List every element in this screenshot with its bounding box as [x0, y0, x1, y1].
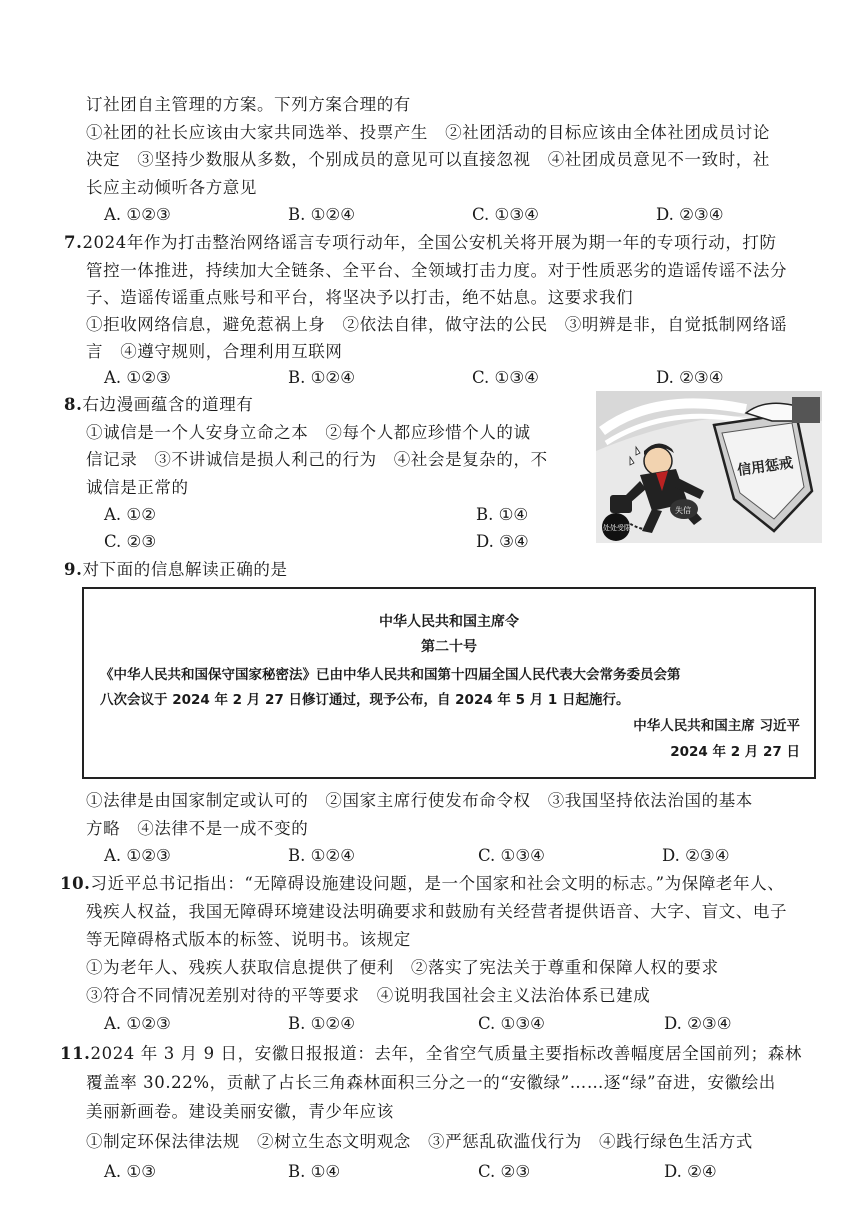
- q11-stem-line: 覆盖率 30.22%，贡献了占长三角森林面积三分之一的“安徽绿”……逐“绿”奋进，安徽绘出: [86, 1073, 776, 1092]
- q9-statement-line: ①法律是由国家制定或认可的 ②国家主席行使发布命令权 ③我国坚持依法治国的基本: [86, 791, 753, 810]
- q7-option-a[interactable]: A. ①②③: [104, 368, 171, 387]
- q7-option-d[interactable]: D. ②③④: [656, 368, 724, 387]
- q11-option-a[interactable]: A. ①③: [104, 1162, 156, 1181]
- q9-option-a[interactable]: A. ①②③: [104, 846, 171, 865]
- q8-option-c[interactable]: C. ②③: [104, 532, 157, 551]
- question-number: 9.: [64, 560, 83, 579]
- notice-body-line: 八次会议于 2024 年 2 月 27 日修订通过，现予公布，自 2024 年 5 月 1 日起施行。: [100, 692, 630, 708]
- q10-option-c[interactable]: C. ①③④: [478, 1014, 545, 1033]
- q7-stem-text: 2024年作为打击整治网络谣言专项行动年，全国公安机关将开展为期一年的专项行动，打防: [82, 233, 777, 252]
- q10-stem-line: 等无障碍格式版本的标签、说明书。该规定: [86, 930, 411, 949]
- q9-option-b[interactable]: B. ①②④: [288, 846, 355, 865]
- notice-number: 第二十号: [421, 639, 477, 655]
- q7-statement-line: ①拒收网络信息，避免惹祸上身 ②依法自律，做守法的公民 ③明辨是非，自觉抵制网络谣: [86, 315, 788, 334]
- q11-stem-line: 美丽新画卷。建设美丽安徽，青少年应该: [86, 1102, 394, 1121]
- q11-statement-line: ①制定环保法律法规 ②树立生态文明观念 ③严惩乱砍滥伐行为 ④践行绿色生活方式: [86, 1132, 753, 1151]
- q8-stem: [64, 393, 253, 417]
- presidential-order-box: [82, 587, 816, 779]
- q8-option-d[interactable]: D. ③④: [476, 532, 529, 551]
- q8-stem-text: 右边漫画蕴含的道理有: [82, 395, 254, 414]
- question-number: 8.: [64, 395, 83, 414]
- q10-statement-line: ①为老年人、残疾人获取信息提供了便利 ②落实了宪法关于尊重和保障人权的要求: [86, 958, 719, 977]
- q8-statement-line: 信记录 ③不讲诚信是损人利己的行为 ④社会是复杂的，不: [86, 450, 548, 469]
- comic-shield-text: 信用惩戒: [736, 455, 794, 479]
- question-number: 11.: [60, 1044, 91, 1063]
- q10-option-d[interactable]: D. ②③④: [664, 1014, 732, 1033]
- credit-punishment-comic: [596, 391, 822, 543]
- notice-date: 2024 年 2 月 27 日: [670, 744, 800, 760]
- q9-statement-line: 方略 ④法律不是一成不变的: [86, 819, 309, 838]
- q9-option-d[interactable]: D. ②③④: [662, 846, 730, 865]
- q10-option-a[interactable]: A. ①②③: [104, 1014, 171, 1033]
- q6-statement-line: ①社团的社长应该由大家共同选举、投票产生 ②社团活动的目标应该由全体社团成员讨论: [86, 123, 770, 142]
- q7-stem-line: 管控一体推进，持续加大全链条、全平台、全领域打击力度。对于性质恶劣的造谣传谣不法分: [86, 261, 788, 280]
- comic-drawing: [596, 391, 822, 543]
- q10-stem-text: 习近平总书记指出：“无障碍设施建设问题，是一个国家和社会文明的标志。”为保障老年人、: [90, 874, 785, 893]
- q11-stem: [60, 1042, 802, 1066]
- q6-option-c[interactable]: C. ①③④: [472, 205, 539, 224]
- q8-option-b[interactable]: B. ①④: [476, 505, 529, 524]
- q8-statement-line: 诚信是正常的: [86, 478, 189, 497]
- q7-statement-line: 言 ④遵守规则，合理利用互联网: [86, 342, 343, 361]
- q9-stem: [64, 558, 288, 582]
- q9-stem-text: 对下面的信息解读正确的是: [82, 560, 288, 579]
- notice-signature: 中华人民共和国主席 习近平: [633, 718, 800, 734]
- q11-stem-text: 2024 年 3 月 9 日，安徽日报报道：去年，全省空气质量主要指标改善幅度居全国前列；森林: [90, 1044, 802, 1063]
- q6-statement-line: 长应主动倾听各方意见: [86, 178, 257, 197]
- q6-option-d[interactable]: D. ②③④: [656, 205, 724, 224]
- q7-option-b[interactable]: B. ①②④: [288, 368, 355, 387]
- q10-statement-line: ③符合不同情况差别对待的平等要求 ④说明我国社会主义法治体系已建成: [86, 986, 651, 1005]
- q6-statement-line: 决定 ③坚持少数服从多数，个别成员的意见可以直接忽视 ④社团成员意见不一致时，社: [86, 150, 770, 169]
- q7-stem: [64, 231, 777, 255]
- notice-body-line: 《中华人民共和国保守国家秘密法》已由中华人民共和国第十四届全国人民代表大会常务委员会第: [100, 667, 681, 683]
- comic-bag-text: 失信: [675, 506, 691, 515]
- q7-option-c[interactable]: C. ①③④: [472, 368, 539, 387]
- q8-option-a[interactable]: A. ①②: [104, 505, 156, 524]
- q11-option-d[interactable]: D. ②④: [664, 1162, 717, 1181]
- q10-stem-line: 残疾人权益，我国无障碍环境建设法明确要求和鼓励有关经营者提供语音、大字、盲文、电子: [86, 902, 788, 921]
- question-number: 7.: [64, 233, 83, 252]
- q6-stem-line: 订社团自主管理的方案。下列方案合理的有: [86, 95, 411, 114]
- comic-ball-text: 处处受限: [603, 524, 631, 532]
- q6-option-b[interactable]: B. ①②④: [288, 205, 355, 224]
- question-number: 10.: [60, 874, 91, 893]
- q8-statement-line: ①诚信是一个人安身立命之本 ②每个人都应珍惜个人的诚: [86, 423, 531, 442]
- q6-option-a[interactable]: A. ①②③: [104, 205, 171, 224]
- notice-title: 中华人民共和国主席令: [379, 614, 519, 630]
- q11-option-c[interactable]: C. ②③: [478, 1162, 531, 1181]
- q7-stem-line: 子、造谣传谣重点账号和平台，将坚决予以打击，绝不姑息。这要求我们: [86, 288, 634, 307]
- q9-option-c[interactable]: C. ①③④: [478, 846, 545, 865]
- q10-stem: [60, 872, 784, 896]
- q11-option-b[interactable]: B. ①④: [288, 1162, 341, 1181]
- q10-option-b[interactable]: B. ①②④: [288, 1014, 355, 1033]
